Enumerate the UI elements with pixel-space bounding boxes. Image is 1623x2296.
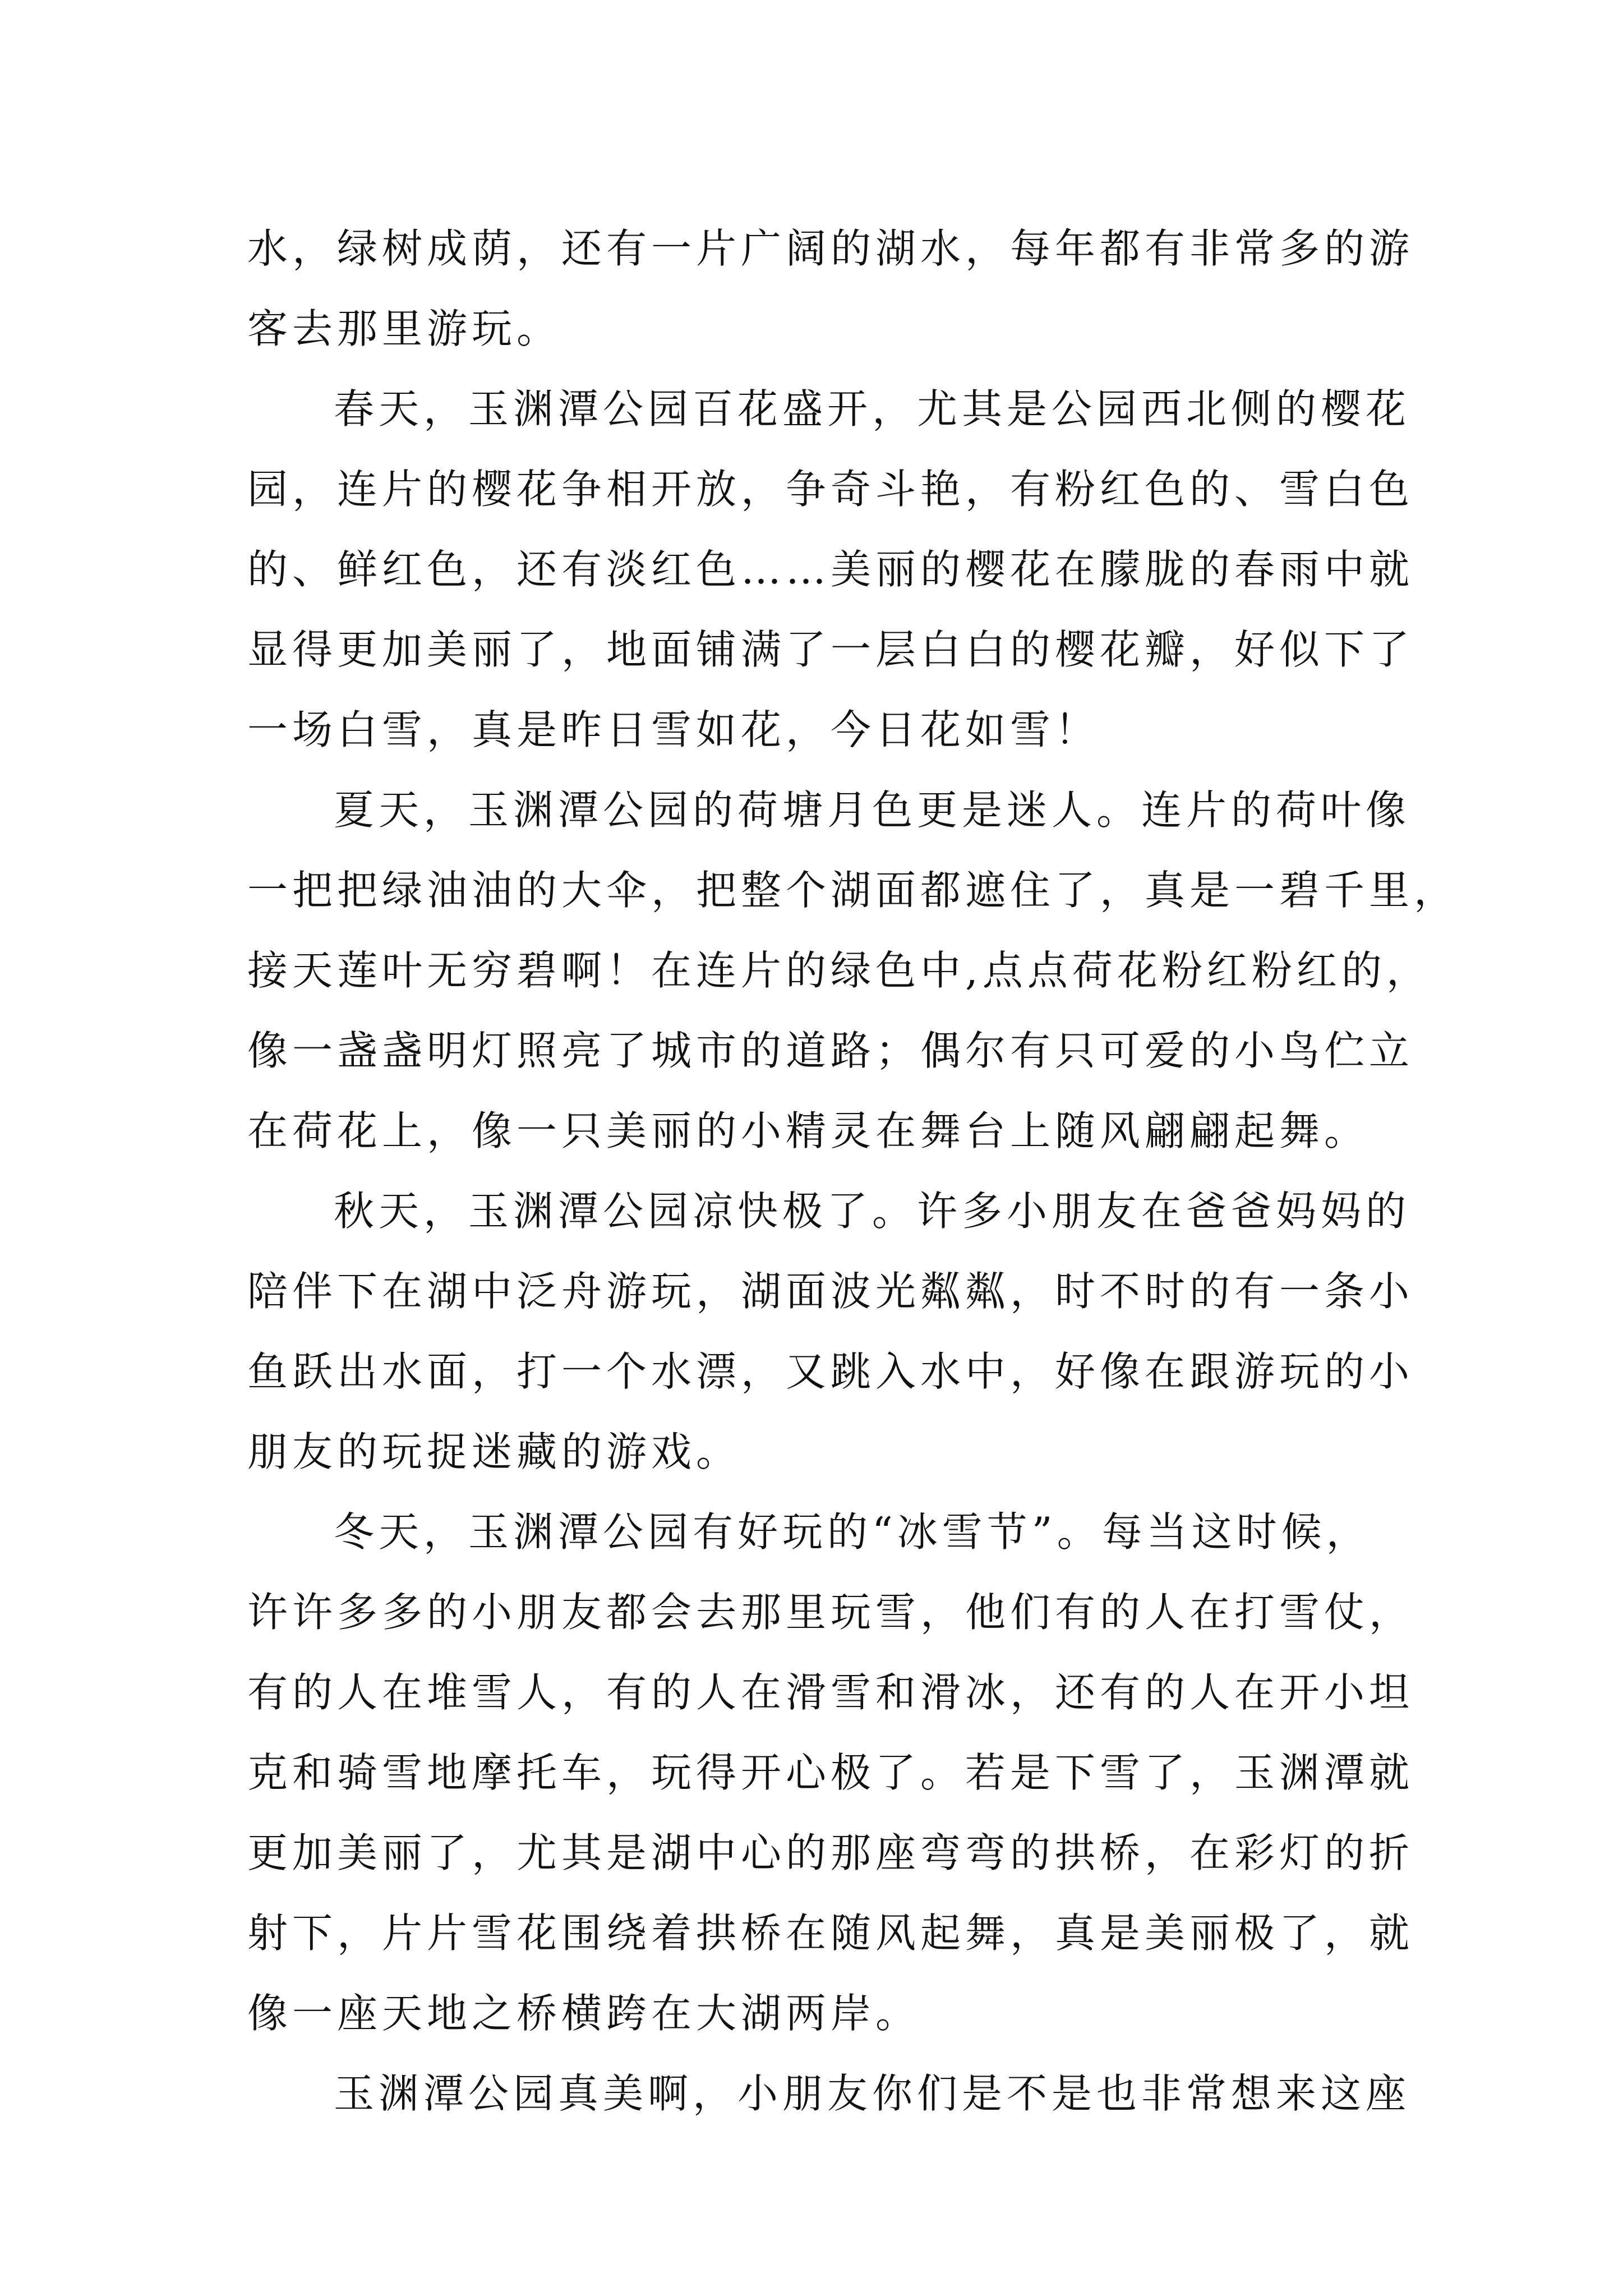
text-line: 显得更加美丽了，地面铺满了一层白白的樱花瓣，好似下了 xyxy=(247,626,1414,673)
text-line: 园，连片的樱花争相开放，争奇斗艳，有粉红色的、雪白色 xyxy=(247,466,1414,513)
paragraph-start-line: 冬天，玉渊潭公园有好玩的“冰雪节”。每当这时候， xyxy=(334,1508,1371,1556)
text-line: 陪伴下在湖中泛舟游玩，湖面波光粼粼，时不时的有一条小 xyxy=(247,1268,1414,1315)
paragraph-start-line: 春天，玉渊潭公园百花盛开，尤其是公园西北侧的樱花 xyxy=(334,385,1411,432)
article-body xyxy=(247,209,1459,2134)
text-line: 像一盏盏明灯照亮了城市的道路；偶尔有只可爱的小鸟伫立 xyxy=(247,1027,1414,1074)
text-line: 客去那里游玩。 xyxy=(247,305,562,352)
text-line: 水，绿树成荫，还有一片广阔的湖水，每年都有非常多的游 xyxy=(247,225,1414,272)
text-line: 鱼跃出水面，打一个水漂，又跳入水中，好像在跟游玩的小 xyxy=(247,1348,1414,1395)
text-line: 一把把绿油油的大伞，把整个湖面都遮住了，真是一碧千里， xyxy=(247,867,1459,914)
text-line: 一场白雪，真是昨日雪如花，今日花如雪！ xyxy=(247,706,1100,753)
paragraph-start-line: 玉渊潭公园真美啊，小朋友你们是不是也非常想来这座 xyxy=(334,2070,1411,2117)
text-line: 接天莲叶无穷碧啊！在连片的绿色中,点点荷花粉红粉红的， xyxy=(247,947,1431,994)
text-line: 克和骑雪地摩托车，玩得开心极了。若是下雪了，玉渊潭就 xyxy=(247,1749,1414,1796)
text-line: 射下，片片雪花围绕着拱桥在随风起舞，真是美丽极了，就 xyxy=(247,1910,1414,1957)
text-line: 许许多多的小朋友都会去那里玩雪，他们有的人在打雪仗， xyxy=(247,1589,1414,1636)
text-line: 在荷花上，像一只美丽的小精灵在舞台上随风翩翩起舞。 xyxy=(247,1107,1370,1154)
text-line: 有的人在堆雪人，有的人在滑雪和滑冰，还有的人在开小坦 xyxy=(247,1669,1414,1716)
text-line: 的、鲜红色，还有淡红色……美丽的樱花在朦胧的春雨中就 xyxy=(247,546,1414,593)
text-line: 更加美丽了，尤其是湖中心的那座弯弯的拱桥，在彩灯的折 xyxy=(247,1829,1414,1876)
text-line: 朋友的玩捉迷藏的游戏。 xyxy=(247,1428,741,1475)
paragraph-start-line: 夏天，玉渊潭公园的荷塘月色更是迷人。连片的荷叶像 xyxy=(334,786,1411,834)
paragraph-start-line: 秋天，玉渊潭公园凉快极了。许多小朋友在爸爸妈妈的 xyxy=(334,1188,1411,1235)
text-line: 像一座天地之桥横跨在大湖两岸。 xyxy=(247,1990,921,2037)
